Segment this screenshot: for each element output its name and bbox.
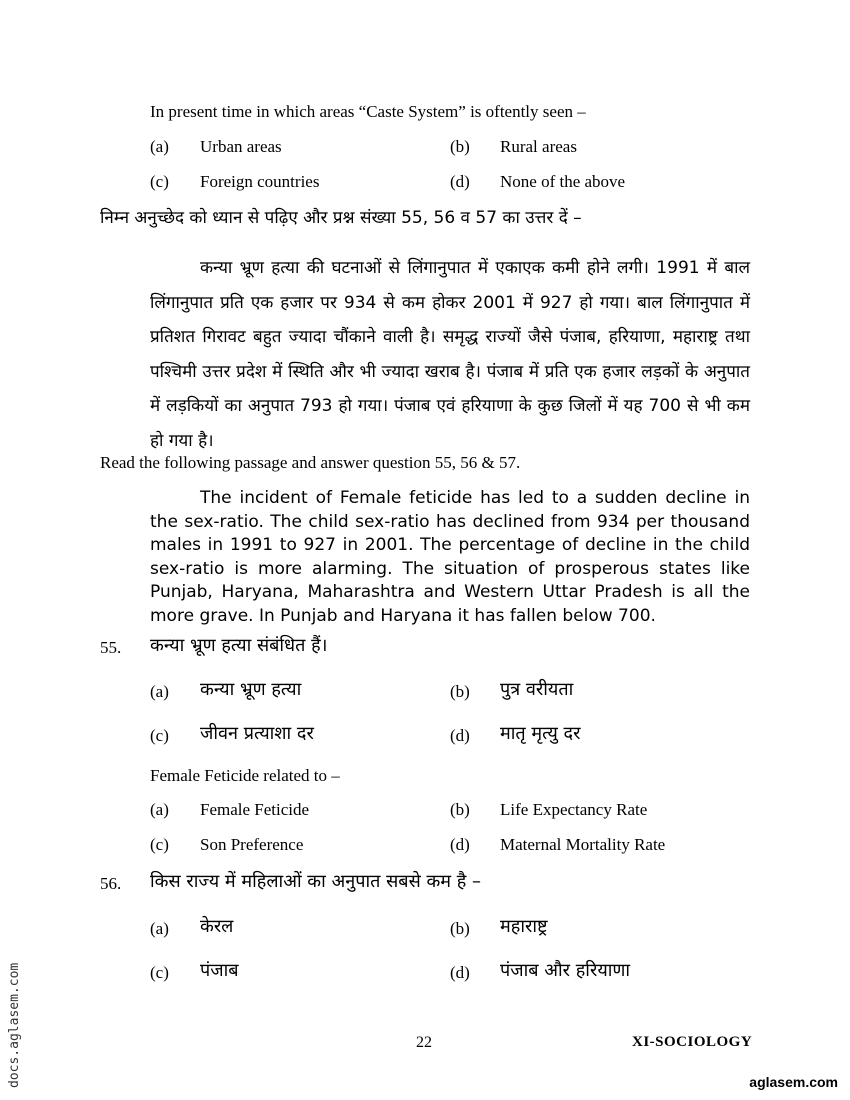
- page-number: 22: [416, 1034, 432, 1051]
- subject-title: XI-SOCIOLOGY: [632, 1034, 753, 1050]
- brand-watermark: aglasem.com: [749, 1074, 838, 1090]
- option-label: (b): [450, 682, 470, 701]
- option-text: Foreign countries: [200, 172, 320, 191]
- option-text: कन्या भ्रूण हत्या: [200, 679, 302, 700]
- option-text: जीवन प्रत्याशा दर: [200, 723, 314, 744]
- option-text: पुत्र वरीयता: [500, 679, 574, 700]
- question-text-hindi: किस राज्य में महिलाओं का अनुपात सबसे कम है –: [150, 871, 482, 892]
- side-watermark: docs.aglasem.com: [7, 962, 22, 1088]
- option-label: (a): [150, 800, 169, 819]
- option-label: (c): [150, 835, 169, 854]
- option-label: (d): [450, 835, 470, 854]
- option-label: (d): [450, 963, 470, 982]
- option-text: Urban areas: [200, 137, 282, 156]
- question-text-english: Female Feticide related to –: [150, 766, 340, 785]
- option-label: (b): [450, 800, 470, 819]
- passage-hindi: कन्या भ्रूण हत्या की घटनाओं से लिंगानुपात में एकाएक कमी होने लगी। 1991 में बाल लिंगानुपात प्रति एक हजार पर 934 से कम होकर 2001 में 927 हो गया। बाल लिंगानुपात में प्रतिशत गिरावट बहुत ज्यादा चौंकाने वाली है। समृद्ध राज्यों जैसे पंजाब, हरियाणा, महाराष्ट्र तथा पश्चिमी उत्तर प्रदेश में स्थिति और भी ज्यादा खराब है। पंजाब में प्रति एक हजार लड़कों के अनुपात में लड़कियों का अनुपात 793 हो गया। पंजाब एवं हरियाणा के कुछ जिलों में यह 700 से भी कम हो गया है।: [150, 258, 750, 451]
- question-text-hindi: कन्या भ्रूण हत्या संबंधित हैं।: [150, 635, 328, 656]
- option-text: Female Feticide: [200, 800, 310, 819]
- option-text: महाराष्ट्र: [500, 916, 548, 937]
- option-text: पंजाब: [200, 960, 239, 981]
- option-text: केरल: [200, 916, 234, 937]
- option-text: Maternal Mortality Rate: [500, 835, 666, 854]
- option-label: (c): [150, 963, 169, 982]
- option-text: Rural areas: [500, 137, 577, 156]
- option-label: (b): [450, 919, 470, 938]
- option-label: (a): [150, 682, 169, 701]
- option-text: Life Expectancy Rate: [500, 800, 648, 819]
- question-text: In present time in which areas “Caste System” is oftently seen –: [150, 102, 586, 121]
- option-label: (a): [150, 137, 169, 156]
- option-label: (b): [450, 137, 470, 156]
- option-text: पंजाब और हरियाणा: [500, 960, 631, 981]
- option-text: Son Preference: [200, 835, 304, 854]
- option-label: (d): [450, 172, 470, 191]
- option-label: (c): [150, 726, 169, 745]
- passage-instruction-hindi: निम्न अनुच्छेद को ध्यान से पढ़िए और प्रश्न संख्या 55, 56 व 57 का उत्तर दें –: [100, 208, 582, 228]
- option-label: (c): [150, 172, 169, 191]
- option-text: None of the above: [500, 172, 626, 191]
- option-label: (a): [150, 919, 169, 938]
- option-label: (d): [450, 726, 470, 745]
- passage-instruction-english: Read the following passage and answer question 55, 56 & 57.: [100, 453, 521, 472]
- option-text: मातृ मृत्यु दर: [500, 723, 581, 744]
- passage-english: The incident of Female feticide has led to a sudden decline in the sex-ratio. The child sex-ratio has declined from 934 per thousand males in 1991 to 927 in 2001. The percentage of decline in the child sex-ratio is more alarming. The situation of prosperous states like Punjab, Haryana, Maharashtra and Western Uttar Pradesh is all the more grave. In Punjab and Haryana it has fallen below 700.: [150, 488, 750, 626]
- question-number: 55.: [100, 638, 122, 657]
- question-number: 56.: [100, 874, 122, 893]
